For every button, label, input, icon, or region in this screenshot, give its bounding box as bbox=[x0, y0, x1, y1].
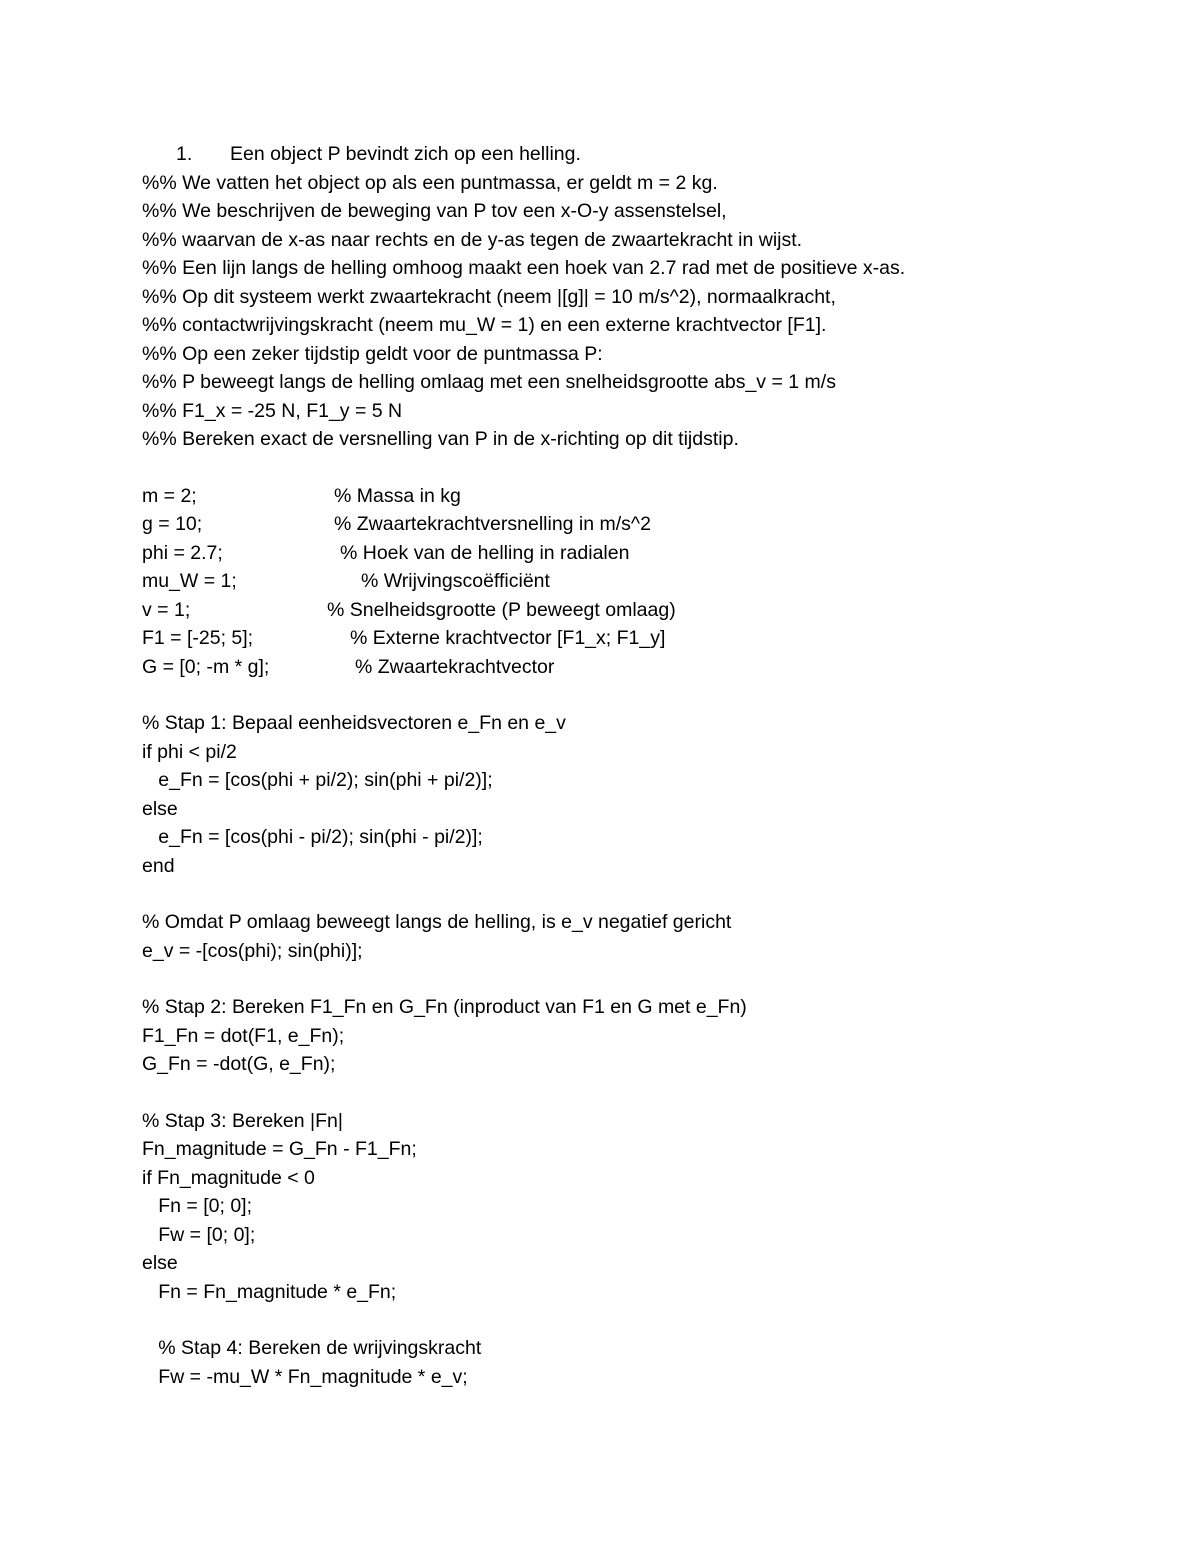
description-line: %% waarvan de x-as naar rechts en de y-as tegen de zwaartekracht in wijst. bbox=[142, 229, 803, 251]
assignment-code: v = 1; bbox=[142, 599, 191, 621]
code-line: % Stap 4: Bereken de wrijvingskracht bbox=[142, 1337, 482, 1359]
assignment-comment: % Snelheidsgrootte (P beweegt omlaag) bbox=[327, 599, 676, 621]
description-line: %% P beweegt langs de helling omlaag met een snelheidsgrootte abs_v = 1 m/s bbox=[142, 371, 836, 393]
code-line: F1_Fn = dot(F1, e_Fn); bbox=[142, 1025, 345, 1047]
assignment-code: mu_W = 1; bbox=[142, 570, 237, 592]
code-line: else bbox=[142, 798, 178, 820]
code-line: % Stap 3: Bereken |Fn| bbox=[142, 1110, 343, 1132]
code-line: if phi < pi/2 bbox=[142, 741, 237, 763]
code-line: Fn_magnitude = G_Fn - F1_Fn; bbox=[142, 1138, 417, 1160]
code-line: % Stap 2: Bereken F1_Fn en G_Fn (inproduct van F1 en G met e_Fn) bbox=[142, 996, 747, 1018]
code-line: Fn = [0; 0]; bbox=[142, 1195, 253, 1217]
description-line: %% We vatten het object op als een puntmassa, er geldt m = 2 kg. bbox=[142, 172, 718, 194]
description-line: %% Bereken exact de versnelling van P in de x-richting op dit tijdstip. bbox=[142, 428, 739, 450]
assignment-code: g = 10; bbox=[142, 513, 203, 535]
code-line: e_Fn = [cos(phi - pi/2); sin(phi - pi/2)]; bbox=[142, 826, 483, 848]
assignment-code: G = [0; -m * g]; bbox=[142, 656, 270, 678]
code-line: end bbox=[142, 855, 175, 877]
assignment-comment: % Zwaartekrachtversnelling in m/s^2 bbox=[334, 513, 651, 535]
code-line: % Stap 1: Bepaal eenheidsvectoren e_Fn en e_v bbox=[142, 712, 566, 734]
code-line: % Omdat P omlaag beweegt langs de helling, is e_v negatief gericht bbox=[142, 911, 732, 933]
assignment-comment: % Massa in kg bbox=[334, 485, 461, 507]
assignment-comment: % Externe krachtvector [F1_x; F1_y] bbox=[350, 627, 666, 649]
assignment-code: F1 = [-25; 5]; bbox=[142, 627, 254, 649]
assignment-code: m = 2; bbox=[142, 485, 197, 507]
list-number: 1. bbox=[176, 143, 193, 165]
description-line: %% We beschrijven de beweging van P tov een x-O-y assenstelsel, bbox=[142, 200, 727, 222]
code-line: e_Fn = [cos(phi + pi/2); sin(phi + pi/2)]; bbox=[142, 769, 493, 791]
description-line: %% Op dit systeem werkt zwaartekracht (neem |[g]| = 10 m/s^2), normaalkracht, bbox=[142, 286, 836, 308]
question-text: Een object P bevindt zich op een helling. bbox=[230, 143, 581, 165]
assignment-comment: % Hoek van de helling in radialen bbox=[340, 542, 630, 564]
code-line: G_Fn = -dot(G, e_Fn); bbox=[142, 1053, 336, 1075]
code-line: if Fn_magnitude < 0 bbox=[142, 1167, 315, 1189]
assignment-comment: % Zwaartekrachtvector bbox=[355, 656, 555, 678]
code-line: else bbox=[142, 1252, 178, 1274]
code-line: Fn = Fn_magnitude * e_Fn; bbox=[142, 1281, 397, 1303]
description-line: %% Een lijn langs de helling omhoog maakt een hoek van 2.7 rad met de positieve x-as. bbox=[142, 257, 906, 279]
assignment-code: phi = 2.7; bbox=[142, 542, 223, 564]
description-line: %% Op een zeker tijdstip geldt voor de puntmassa P: bbox=[142, 343, 603, 365]
description-line: %% contactwrijvingskracht (neem mu_W = 1) en een externe krachtvector [F1]. bbox=[142, 314, 827, 336]
code-line: Fw = -mu_W * Fn_magnitude * e_v; bbox=[142, 1366, 468, 1388]
code-line: e_v = -[cos(phi); sin(phi)]; bbox=[142, 940, 363, 962]
question-heading bbox=[176, 145, 581, 165]
code-line: Fw = [0; 0]; bbox=[142, 1224, 256, 1246]
assignment-comment: % Wrijvingscoëfficiënt bbox=[361, 570, 550, 592]
description-line: %% F1_x = -25 N, F1_y = 5 N bbox=[142, 400, 403, 422]
